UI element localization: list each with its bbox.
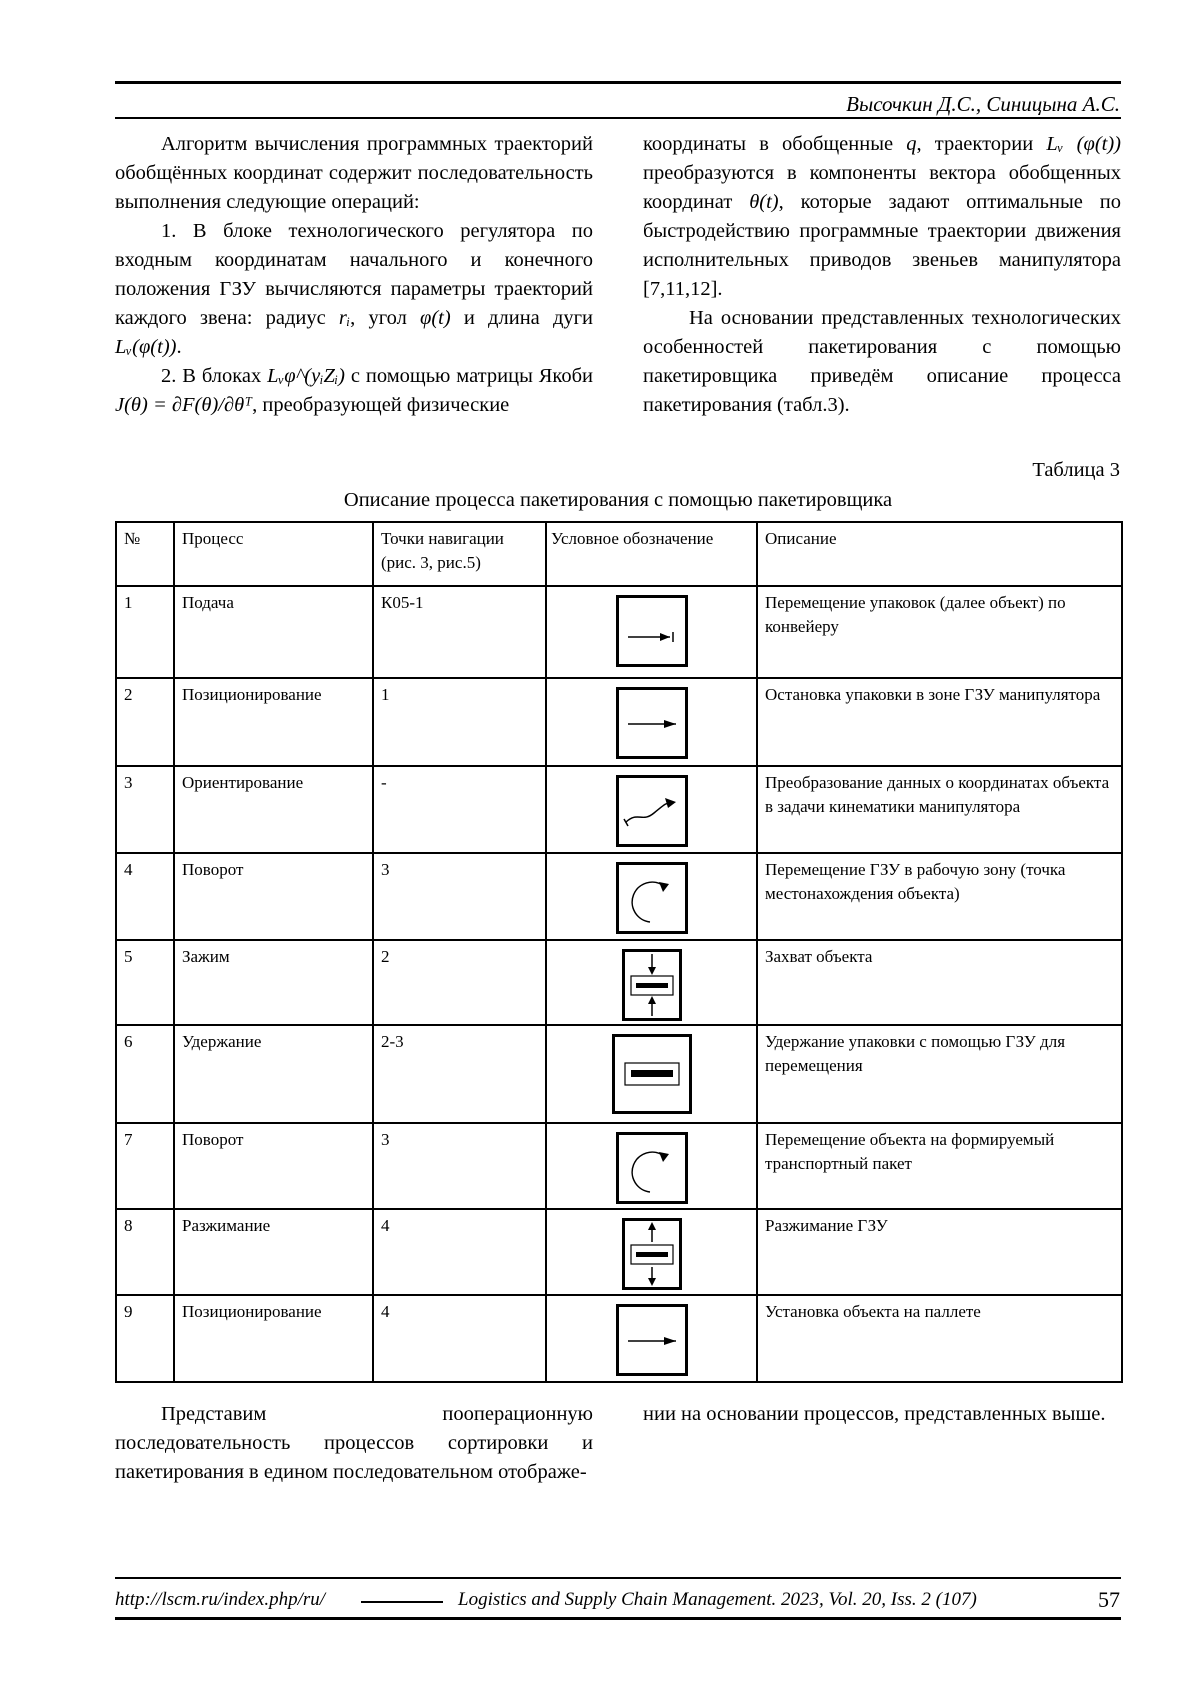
cell-description: Перемещение объекта на формируемый транспортный пакет [757, 1123, 1122, 1209]
orient-curve-icon [616, 775, 688, 847]
cell-process: Ориентирование [174, 766, 373, 853]
cell-num: 4 [116, 853, 174, 940]
cell-symbol [546, 1295, 757, 1382]
running-header-authors: Высочкин Д.С., Синицына А.С. [846, 92, 1120, 116]
footer-dash [361, 1601, 443, 1603]
bottom-right-paragraph: нии на основании процессов, представленных выше. [643, 1403, 1106, 1425]
table-row [116, 586, 1122, 678]
cell-num: 7 [116, 1123, 174, 1209]
table-row [116, 853, 1122, 940]
bottom-left-column [115, 1400, 593, 1487]
cell-points: - [373, 766, 546, 853]
process-table [115, 521, 1123, 1383]
math-radius: rᵢ [338, 307, 351, 329]
page-number: 57 [1098, 1587, 1120, 1612]
footer-journal-link[interactable]: http://lscm.ru/index.php/ru/ [115, 1589, 326, 1610]
cell-description: Удержание упаковки с помощью ГЗУ для перемещения [757, 1025, 1122, 1123]
header-process: Процесс [174, 522, 373, 586]
right-paragraph-2: На основании представленных технологических особенностей пакетирования с помощью пакетировщика приведём описание процесса пакетирования (табл.3). [643, 307, 1121, 416]
header-description: Описание [757, 522, 1122, 586]
bottom-right-column [643, 1400, 1121, 1429]
cell-process: Разжимание [174, 1209, 373, 1295]
bottom-left-paragraph: Представим пооперационную последовательность процессов сортировки и пакетирования в едином последовательном отображе- [115, 1403, 593, 1483]
cell-process: Подача [174, 586, 373, 678]
cell-description: Перемещение упаковок (далее объект) по конвейеру [757, 586, 1122, 678]
table-row [116, 1123, 1122, 1209]
cell-num: 1 [116, 586, 174, 678]
cell-symbol [546, 1025, 757, 1123]
table-row [116, 678, 1122, 766]
position-arrow-icon [616, 1304, 688, 1376]
clamp-icon [622, 949, 682, 1021]
cell-num: 6 [116, 1025, 174, 1123]
cell-description: Установка объекта на паллете [757, 1295, 1122, 1382]
right-column [643, 130, 1121, 420]
cell-symbol [546, 853, 757, 940]
math-jacobian: J(θ) = ∂F(θ)/∂θᵀ [115, 394, 253, 416]
text-run: 2. В блоках [161, 365, 268, 387]
cell-num: 9 [116, 1295, 174, 1382]
text-run: с помощью матрицы Якоби [344, 365, 593, 387]
cell-symbol [546, 678, 757, 766]
cell-symbol [546, 940, 757, 1025]
rotate-arc-icon [616, 862, 688, 934]
text-run: . [176, 336, 182, 358]
text-run: координаты в обобщенные [643, 133, 907, 155]
left-column [115, 130, 593, 420]
text-run: и длина дуги [450, 307, 593, 329]
table-header-row [116, 522, 1122, 586]
conveyor-arrow-icon [616, 595, 688, 667]
table-row [116, 766, 1122, 853]
math-q: q [906, 133, 917, 155]
cell-num: 2 [116, 678, 174, 766]
left-paragraph-1: Алгоритм вычисления программных траекторий обобщённых координат содержит последовательность выполнения следующие операций: [115, 133, 593, 213]
cell-description: Остановка упаковки в зоне ГЗУ манипулятора [757, 678, 1122, 766]
table-number: Таблица 3 [1032, 459, 1120, 481]
cell-symbol [546, 586, 757, 678]
footer-rule-bottom [115, 1617, 1121, 1620]
cell-points: 4 [373, 1209, 546, 1295]
cell-num: 5 [116, 940, 174, 1025]
right-paragraph-1 [643, 130, 1121, 304]
text-run: , которые задают оптимальные по быстродействию программные траектории движения исполнительных приводов звеньев манипулятора [7,11,12]. [643, 191, 1121, 300]
cell-description: Разжимание ГЗУ [757, 1209, 1122, 1295]
table-caption: Описание процесса пакетирования с помощью пакетировщика [343, 489, 893, 511]
cell-process: Поворот [174, 853, 373, 940]
cell-description: Преобразование данных о координатах объекта в задачи кинематики манипулятора [757, 766, 1122, 853]
footer-journal-citation: Logistics and Supply Chain Management. 2023, Vol. 20, Iss. 2 (107) [458, 1589, 977, 1610]
cell-points: 3 [373, 1123, 546, 1209]
text-run: , траектории [916, 133, 1047, 155]
table-row [116, 940, 1122, 1025]
header-num: № [116, 522, 174, 586]
cell-points: 4 [373, 1295, 546, 1382]
cell-description: Перемещение ГЗУ в рабочую зону (точка местонахождения объекта) [757, 853, 1122, 940]
cell-process: Поворот [174, 1123, 373, 1209]
left-paragraph-3 [115, 362, 593, 420]
header-rule-bottom [115, 117, 1121, 119]
header-symbol: Условное обозначение [546, 522, 757, 586]
text-run: , преобразующей физические [252, 394, 510, 416]
cell-num: 3 [116, 766, 174, 853]
cell-points: К05-1 [373, 586, 546, 678]
math-trajectory-L: Lᵥ (φ(t)) [1046, 133, 1121, 155]
cell-points: 2-3 [373, 1025, 546, 1123]
math-angle: φ(t) [420, 307, 451, 329]
cell-symbol [546, 766, 757, 853]
cell-symbol [546, 1209, 757, 1295]
text-run: 1. В блоке технологического регулятора по входным координатам начального и конечного положения ГЗУ вычисляются параметры траекторий каждого звена: радиус [115, 220, 593, 329]
table-row [116, 1209, 1122, 1295]
cell-description: Захват объекта [757, 940, 1122, 1025]
cell-points: 1 [373, 678, 546, 766]
text-run: , угол [350, 307, 421, 329]
cell-points: 3 [373, 853, 546, 940]
math-theta: θ(t) [749, 191, 779, 213]
left-paragraph-2 [115, 217, 593, 362]
math-arc-length: Lᵥ(φ(t)) [115, 336, 177, 358]
cell-points: 2 [373, 940, 546, 1025]
header-points: Точки навигации (рис. 3, рис.5) [373, 522, 546, 586]
footer-rule-top [115, 1577, 1121, 1579]
position-arrow-icon [616, 687, 688, 759]
rotate-arc-icon [616, 1132, 688, 1204]
cell-symbol [546, 1123, 757, 1209]
text-run: преобразуются в компоненты вектора обобщенных координат [643, 162, 1121, 213]
table-row [116, 1295, 1122, 1382]
cell-process: Удержание [174, 1025, 373, 1123]
cell-process: Позиционирование [174, 1295, 373, 1382]
math-block-L: Lᵥφ^(yᵢZᵢ) [267, 365, 345, 387]
table-row [116, 1025, 1122, 1123]
cell-process: Позиционирование [174, 678, 373, 766]
hold-icon [612, 1034, 692, 1114]
release-icon [622, 1218, 682, 1290]
header-rule-top [115, 81, 1121, 84]
cell-process: Зажим [174, 940, 373, 1025]
cell-num: 8 [116, 1209, 174, 1295]
